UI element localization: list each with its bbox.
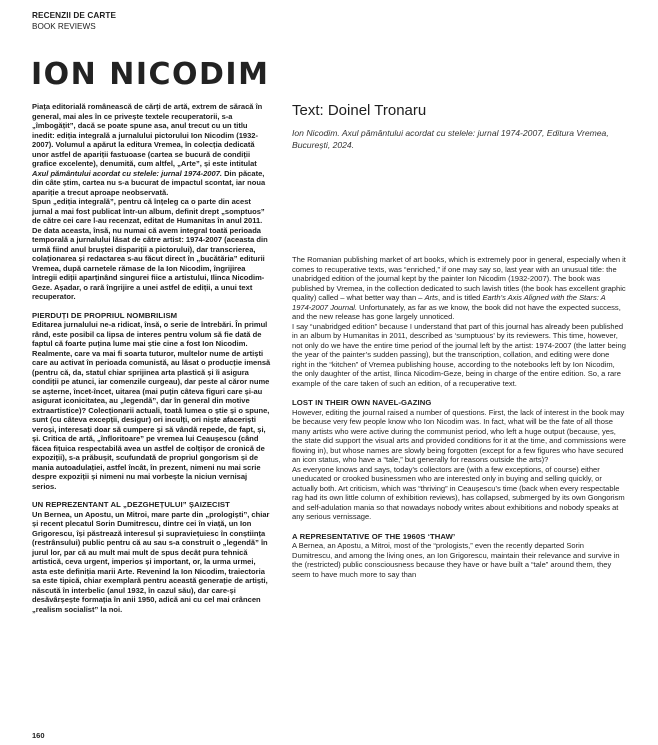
en-book-title: Earth’s Axis Aligned with the Stars: A 1974-2007 Journal. [292,293,606,312]
en-subheading-1: LOST IN THEIR OWN NAVEL-GAZING [292,398,432,407]
section-label-en: BOOK REVIEWS [32,22,96,31]
ro-paragraph-2: Spun „ediția integrală”, pentru că înțeleg ca o parte din acest jurnal a mai fost publicat într-un album, definit drept „somptuos” de către cei care l-au recenzat, editat de Humanitas în anul 2011. De data aceasta, însă, nu numai că avem integral toată perioada temporală a jurnalului lăsat de către artist: 1974-2007 (aceasta din urmă fiind anul bruștei dispariții a pictorului), dar transcrierea, colaționarea și redactarea s-au făcut direct în „bucătăria” editurii Vremea, după carnetele rămase de la Ion Nicodim, îngrijirea întregii ediții aparținând singurei fiice a artistului, Ilinca Nicodim-Geze. Așadar, o rară îngrijire a unei astfel de ediții, a unui text recuperator. [32,197,268,301]
en-subheading-2: A REPRESENTATIVE OF THE 1960S ‘THAW’ [292,531,456,541]
en-paragraph-5: A Bernea, an Apostu, a Mitroi, most of the “prologists,” even the recently departed Sorin Dumitrescu, and among the living ones, an Ion Grigorescu, maintain their relevance and survive in the (restricted) public consciousness because they have or have built a “tale” around them, they seem to have much more to say than [292,541,620,579]
ro-subheading-1: PIERDUȚI DE PROPRIUL NOMBRILISM [32,310,178,320]
en-paragraph-2: I say “unabridged edition” because I understand that part of this journal has already been published in an album by Humanitas in 2011, described as ‘sumptuous’ by its reviewers. This time, however, not only do we have the entire time period of the journal left by the artist: 1974-2007 (the latter being the year of the painter’s sudden passing), but the transcription, collation, and editing were done right in the “kitchen” of Vremea publishing house, according to the notebooks left by Ion Nicodim, the only daughter of the artist, Ilinca Nicodim-Geze, being in charge of the entire edition. So, a rare example of the care taken of such an edition, of a recuperative text. [292,321,626,388]
en-paragraph-4: As everyone knows and says, today’s collectors are (with a few exceptions, of course) either uneducated or crooked businessmen who are interested only in buying and selling quickly, or actually both. Art criticism, which was “thriving” in Ceaușescu’s time (back when every respectable rag had its own little column of exhibition reviews), has collapsed, submerged by its own Gongorism and self-adulation mania so that nowadays nobody writes about exhibitions and nobody speaks at any serious vernissage. [292,464,625,521]
ro-paragraph-3: Editarea jurnalului ne-a ridicat, însă, o serie de întrebări. În primul rând, este posibil ca lipsa de interes pentru volum să fie dată de faptul că foarte puțina lume mai știe cine a fost Ion Nicodim. Realmente, care va mai fi soarta tuturor, multelor nume de artiști care au activat în perioada comunistă, au lăsat o producție imensă (pentru că, da, statul chiar sprijinea arta plastică și îi asigura condiții pe atunci, iar comenzile curgeau), dar peste al căror nume se așterne, încet-încet, uitarea (mai puțin câteva figuri care și-au asigurat iconicitatea, au „legendă”, dar în general din motive extraartistice)? Colecționarii actuali, toată lumea o știe și o spune, sunt (cu câteva excepții, desigur) ori inculți, ori niște afaceriști veroși, interesați doar să cumpere și să vândă repede, de fapt, și, și. Critica de artă, „înfloritoare” pe vremea lui Ceaușescu (când făcea fițuica respectabilă avea un astfel de colțișor de cronică de expoziții), s-a prăbușit, scufundată de propriul gongorism și de mania autoadulației, astfel încât, în prezent, nimeni nu mai scrie despre expoziții și nimeni nu mai vorbește la niciun vernisaj serios. [32,320,271,491]
book-citation: Ion Nicodim. Axul pământului acordat cu stelele: jurnal 1974-2007, Editura Vremea, București, 2024. [292,128,609,150]
section-label-ro: RECENZII DE CARTE [32,11,117,20]
en-paragraph-1: The Romanian publishing market of art books, which is extremely poor in general, especially when it comes to recuperative texts, was “enriched,” if one may say so, last year with an unusual title: the unabridged edition of the journal kept by the painter Ion Nicodim (1932-2007). The book was published by Vremea, in the collection dedicated to such lavish titles (the book has excellent graphic quality) called – what better way than – Arts, and is titled Earth’s Axis Aligned with the Stars: A 1974-2007 Journal. Unfortunately, as far as we know, the book did not have the expected success, and the new release has gone largely unnoticed. [292,255,626,321]
romanian-column [32,102,272,614]
ro-subheading-2: UN REPREZENTANT AL „DEZGHEȚULUI” ȘAIZECIST [32,500,230,509]
en-paragraph-3: However, editing the journal raised a number of questions. First, the lack of interest in the book may be because very few people know who Ion Nicodim was. In fact, what will be the fate of all those many artists who were active during the communist period, who left a huge output (because, yes, the state did support the visual arts and provided conditions for it at the time, and commissions were flowing in), but whose names are slowly being forgotten (except for a few figures who have secured an icon status, who have a “tale,” but generally for reasons outside the arts)? [292,407,626,464]
ro-book-title: Axul pământului acordat cu stelele: jurnal 1974-2007. [32,168,222,178]
page-title: ION NICODIM [31,57,270,92]
page-number: 160 [32,731,45,740]
article-credits [292,102,626,255]
english-column [292,102,626,579]
author-credit: Text: Doinel Tronaru [292,102,427,119]
ro-paragraph-4: Un Bernea, un Apostu, un Mitroi, mare parte din „prologiști”, chiar și recent plecatul Sorin Dumitrescu, dintre cei în viață, un Ion Grigorescu, își păstrează interesul și supraviețuiesc în conștiința (restrânsului) public pentru că au sau s-a construit o „legendă” în jurul lor, par că au mult mai mult de spus decât pura tehnică artistică, ceva urgent, imperios și important, or, la urma urmei, asta este definiția marii Arte. Revenind la Ion Nicodim, traiectoria sa este tipică, chiar exemplară pentru această generație de artiști, născută în interbelic (anul 1932, în cazul său), dar care-și desăvârșește formația în anii 1950, adică ani cu cel mai crâncen „realism socialist” la noi. [32,509,270,614]
ro-paragraph-1: Piața editorială românească de cărți de artă, extrem de săracă în general, mai ales în ce privește textele recuperatorii, s-a „îmbogățit”, dacă se poate spune asa, anul trecut cu un titlu inedit: ediția integrală a jurnalului pictorului Ion Nicodim (1932-2007). Volumul a apărut la editura Vremea, în colecția dedicată unor astfel de apariții fastuoase (cartea se bucură de condiții grafice excelente), denumită, cum altfel, „Arte”, și este intitulat Axul pământului acordat cu stelele: jurnal 1974-2007. Din păcate, din câte știm, cartea nu s-a bucurat de impactul scontat, iar noua apariție a trecut aproape neobservată. [32,102,266,197]
